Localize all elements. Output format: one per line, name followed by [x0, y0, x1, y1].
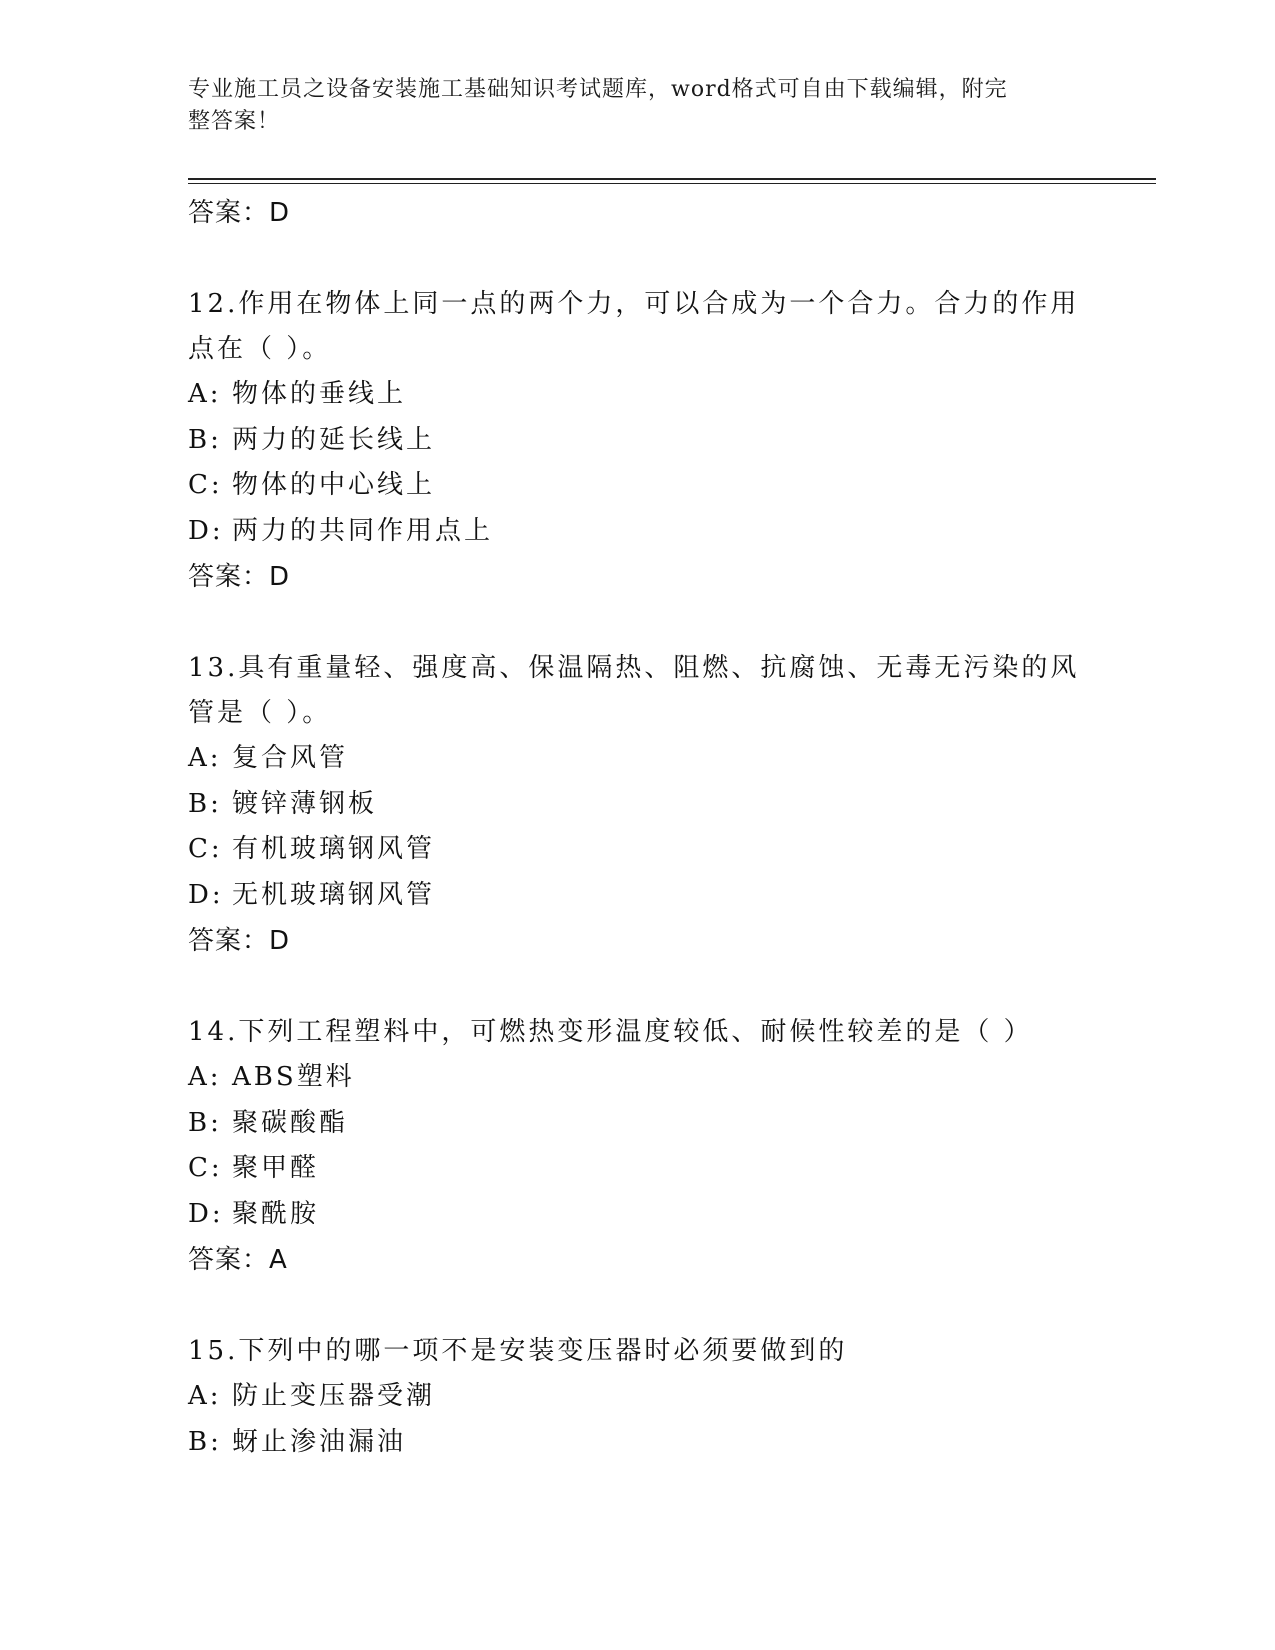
option-a [188, 372, 1088, 418]
option-text: 两力的延长线上 [232, 424, 436, 455]
option-a [188, 1055, 1088, 1101]
option-letter: B: [188, 1107, 222, 1138]
option-letter: C: [188, 834, 223, 864]
question-stem [188, 1329, 1088, 1374]
option-text: 聚碳酸酯 [232, 1107, 349, 1138]
option-text: 无机玻璃钢风管 [232, 879, 436, 910]
option-letter: A: [188, 1062, 222, 1092]
header-divider-thick [188, 178, 1156, 180]
question-14 [188, 1010, 1088, 1283]
option-c [188, 1146, 1088, 1192]
header-line-2: 整答案！ [188, 109, 281, 134]
option-letter: B: [188, 788, 222, 819]
question-stem-line: 12.作用在物体上同一点的两个力，可以合成为一个合力。合力的作用 [188, 289, 1080, 319]
answer-line: 答案：D [188, 562, 291, 592]
option-text: 聚酰胺 [232, 1198, 320, 1229]
option-letter: A: [188, 1381, 222, 1411]
question-stem [188, 1010, 1088, 1055]
question-stem-line: 管是（ ）。 [188, 698, 332, 728]
question-stem [188, 646, 1088, 736]
document-header [188, 74, 1068, 138]
option-text: 物体的垂线上 [232, 379, 407, 409]
option-letter: A: [188, 379, 222, 409]
option-c [188, 463, 1088, 509]
question-stem [188, 282, 1088, 372]
previous-answer: 答案：D [188, 198, 291, 228]
question-stem-line: 13.具有重量轻、强度高、保温隔热、阻燃、抗腐蚀、无毒无污染的风 [188, 653, 1080, 683]
option-a [188, 736, 1088, 782]
question-13 [188, 646, 1088, 964]
option-letter: A: [188, 743, 222, 773]
option-text: 聚甲醛 [232, 1153, 320, 1183]
question-12 [188, 282, 1088, 600]
option-letter: B: [188, 1426, 222, 1457]
option-text: 有机玻璃钢风管 [232, 834, 436, 864]
header-divider-thin [188, 183, 1156, 184]
question-list [188, 190, 1088, 1465]
option-b [188, 782, 1088, 828]
option-text: 物体的中心线上 [232, 470, 436, 500]
option-text: 蚜止渗油漏油 [232, 1426, 407, 1457]
option-c [188, 827, 1088, 873]
option-d [188, 509, 1088, 555]
header-line-1: 专业施工员之设备安装施工基础知识考试题库，word格式可自由下载编辑，附完 [188, 77, 1008, 102]
option-letter: D: [188, 879, 224, 910]
question-stem-line: 15.下列中的哪一项不是安装变压器时必须要做到的 [188, 1336, 848, 1366]
option-b [188, 1101, 1088, 1147]
option-letter: B: [188, 424, 222, 455]
option-text: 复合风管 [232, 743, 349, 773]
option-d [188, 873, 1088, 919]
question-stem-line: 点在（ ）。 [188, 334, 332, 364]
question-stem-line: 14.下列工程塑料中，可燃热变形温度较低、耐候性较差的是（ ） [188, 1017, 1033, 1047]
answer-line: 答案：D [188, 926, 291, 956]
answer-line: 答案：A [188, 1245, 288, 1275]
option-text: 两力的共同作用点上 [232, 515, 494, 546]
option-letter: C: [188, 470, 223, 500]
option-text: 防止变压器受潮 [232, 1381, 436, 1411]
option-text: ABS塑料 [232, 1062, 355, 1092]
option-b [188, 418, 1088, 464]
option-a [188, 1374, 1088, 1420]
option-d [188, 1192, 1088, 1238]
option-b [188, 1420, 1088, 1466]
option-letter: D: [188, 515, 224, 546]
option-letter: D: [188, 1198, 224, 1229]
question-15 [188, 1329, 1088, 1465]
option-letter: C: [188, 1153, 223, 1183]
option-text: 镀锌薄钢板 [232, 788, 378, 819]
